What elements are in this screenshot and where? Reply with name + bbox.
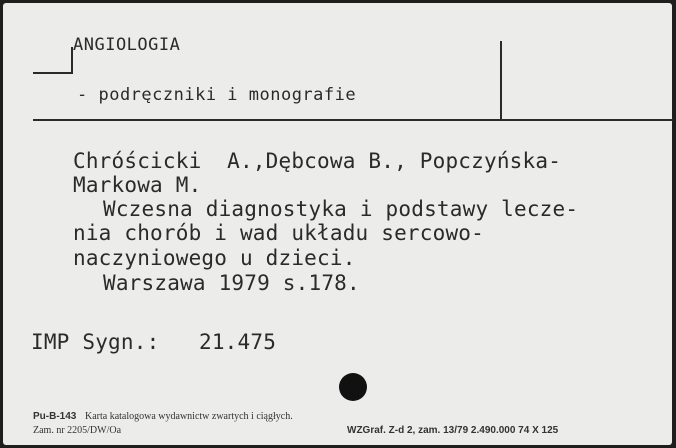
punch-hole [339, 373, 367, 401]
subject-subdivision: - podręczniki i monografie [77, 85, 357, 105]
title-line-1: Wczesna diagnostyka i podstawy lecze- [103, 197, 579, 221]
header-left-underline [33, 72, 73, 74]
title-line-3: naczyniowego u dzieci. [73, 246, 356, 270]
footer-form-title: Karta katalogowa wydawnictw zwartych i ciągłych. [85, 411, 293, 422]
catalog-card [3, 3, 672, 445]
imprint-line: Warszawa 1979 s.178. [103, 271, 360, 295]
header-right-divider [500, 41, 502, 119]
authors-line-1: Chróścicki A.,Dębcowa B., Popczyńska- [73, 149, 562, 173]
subject-heading: ANGIOLOGIA [73, 35, 181, 55]
authors-line-2: Markowa M. [73, 173, 202, 197]
footer-printer-info: WZGraf. Z-d 2, zam. 13/79 2.490.000 74 X 125 [347, 425, 559, 436]
call-number-value: 21.475 [199, 330, 277, 354]
title-line-2: nia chorób i wad układu sercowo- [73, 221, 484, 245]
footer-order-number: Zam. nr 2205/DW/Oa [33, 425, 122, 436]
footer-form-code: Pu-B-143 [33, 411, 77, 422]
header-bottom-rule [33, 119, 673, 121]
call-number-label: IMP Sygn.: [31, 330, 160, 354]
